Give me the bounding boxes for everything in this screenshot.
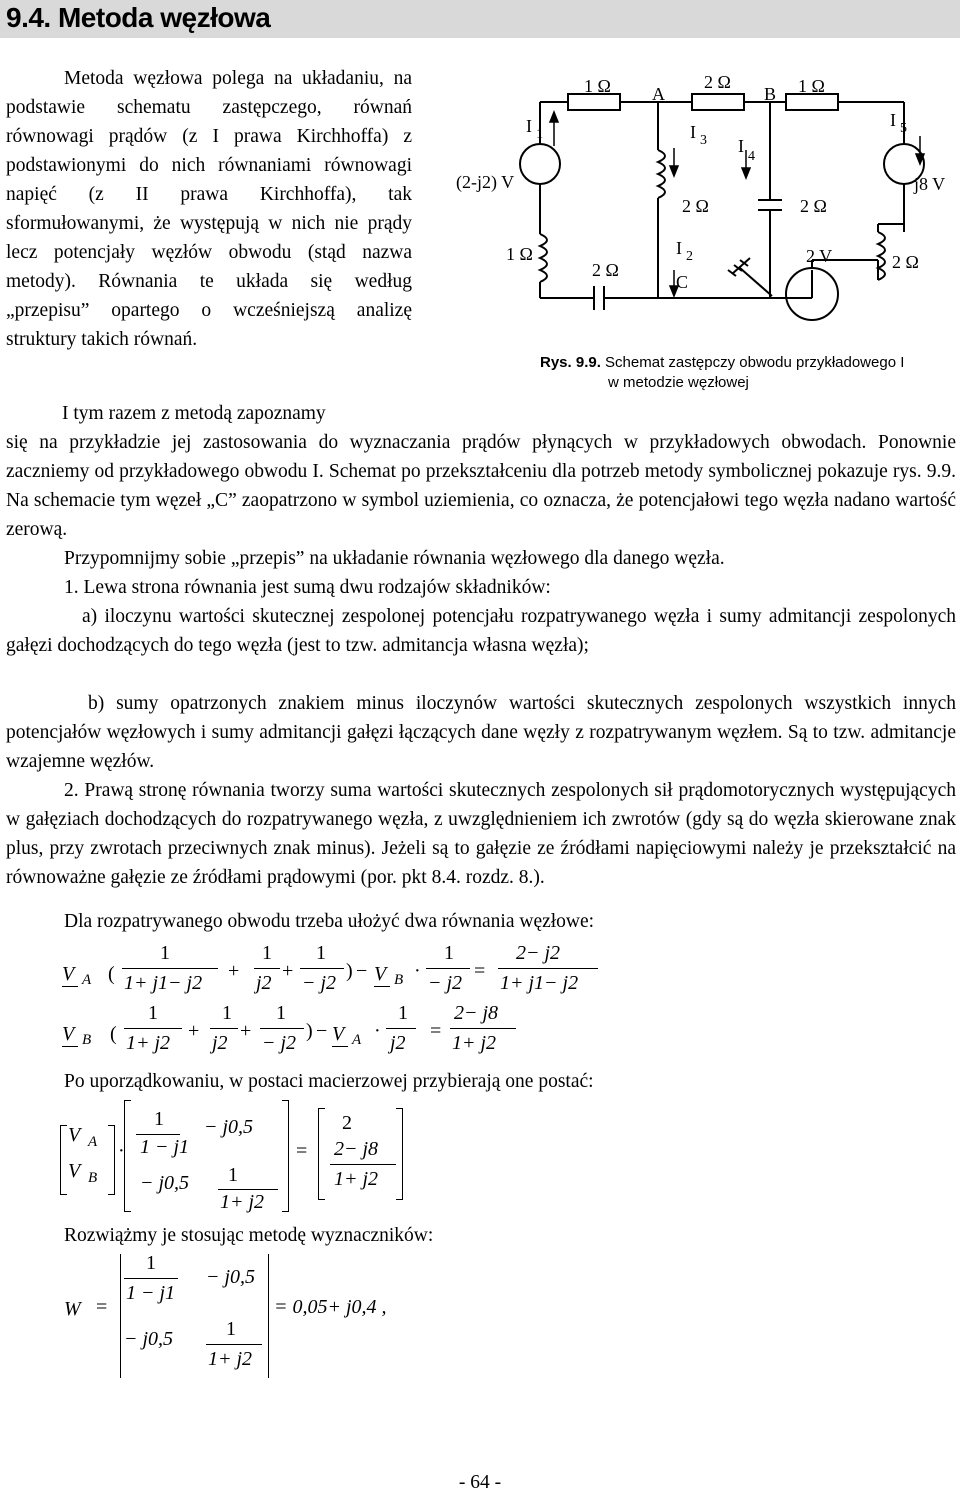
mat-m21: − j0,5 [140,1172,190,1194]
mat-b1: 2 [342,1112,352,1134]
mat-m22: 1+ j2 [220,1191,265,1213]
det-m11: 1 − j1 [126,1282,176,1304]
mat-n11: 1 [154,1108,164,1130]
label-v2: 2 V [806,246,833,266]
eq1-n2: 1 [262,942,272,964]
label-r1: 1 Ω [584,76,611,96]
eq2-n2: 1 [222,1002,232,1024]
page-number: - 64 - [458,1472,502,1493]
eq2-va: V [332,1023,345,1045]
paragraph-4b: b) sumy opatrzonych znakiem minus iloczynów wartości skutecznych zespolonych wszystkich innych potencjałów węzłowych i sumy admitancji gałęzi łączących dane węzły z rozpatrywanym węzłem. Są to tzw. admitancje wzajemne węzłów. [6,693,956,772]
label-l-right: 2 Ω [892,252,919,272]
mat-m11: 1 − j1 [140,1136,190,1158]
eq2-n1: 1 [148,1002,158,1024]
label-i3: I [690,122,696,142]
caption-line-2: w metodzie węzłowej [608,374,749,391]
eq2-rhs-den: 1+ j2 [452,1032,497,1054]
label-left-r: 1 Ω [506,244,533,264]
paragraph-4: 1. Lewa strona równania jest sumą dwu rodzajów składników: [64,577,551,598]
eq1-rhs-num: 2− j2 [516,942,561,964]
paragraph-2-start: I tym razem z metodą zapoznamy [62,403,326,424]
svg-text:2: 2 [686,249,693,264]
mat-vb-sub: B [88,1170,98,1186]
eq1-d3: − j2 [302,972,337,994]
label-node-a: A [652,84,665,104]
det-m12: − j0,5 [206,1266,256,1288]
label-i1: I [526,116,532,136]
det-m21: − j0,5 [124,1328,174,1350]
circuit-diagram [446,64,958,338]
mat-vb: V [68,1160,81,1182]
label-l-mid: 2 Ω [682,196,709,216]
paragraph-4a: a) iloczynu wartości skutecznej zespolonej potencjału rozpatrywanego węzła i sumy admitancji zespolonych gałęzi dochodzących do tego węzła (jest to tzw. admitancja własna węzła); [6,606,956,656]
mat-n22: 1 [228,1164,238,1186]
eq1-va: V [62,963,75,985]
mat-m12: − j0,5 [204,1116,254,1138]
det-result: = 0,05+ j0,4 , [274,1296,387,1318]
intro-paragraph: Metoda węzłowa polega na układaniu, na podstawie schematu zastępczego, równań równowagi prądów (z I prawa Kirchhoffa) z podstawionymi do nich równaniami równowagi napięć (z II prawa Kirchhoffa), tak sformułowanymi, że występują w nich nie prądy lecz potencjały węzłów obwodu (stąd nazwa metody). Równania te układa się według „przepisu” opartego o wcześniejszą analizę struktury takich równań. [6,68,412,350]
svg-text:5: 5 [900,121,907,136]
eq1-vb: V [374,963,387,985]
label-c-left: 2 Ω [592,260,619,280]
label-node-b: B [764,84,777,104]
eq1-n4: 1 [444,942,454,964]
label-r2: 2 Ω [704,72,731,92]
label-src2: j8 V [914,174,946,194]
label-src1: (2-j2) V [456,172,515,192]
paragraph-3: Przypomnijmy sobie „przepis” na układanie równania węzłowego dla danego węzła. [64,548,725,569]
eq2-vb: V [62,1023,75,1045]
paragraph-7: Po uporządkowaniu, w postaci macierzowej przybierają one postać: [64,1071,594,1092]
eq1-n1: 1 [160,942,170,964]
svg-text:1: 1 [536,127,543,142]
eq2-d1: 1+ j2 [126,1032,171,1054]
eq1-n3: 1 [316,942,326,964]
svg-text:4: 4 [748,149,755,164]
section-title: 9.4. Metoda węzłowa [6,2,271,33]
det-n22: 1 [226,1318,236,1340]
paragraph-2: się na przykładzie jej zastosowania do wyznaczania prądów płynących w przykładowych obwodach. Ponownie zaczniemy od przykładowego obwodu I. Schemat po przekształceniu dla potrzeb metody symbolicznej pokazuje rys. 9.9. Na schemacie tym węzeł „C” zaopatrzono w symbol uziemienia, co oznacza, że potencjałowi tego węzła nadano wartość zerową. [6,432,956,540]
det-w: W [64,1298,81,1320]
label-i5: I [890,110,896,130]
eq2-va-sub: A [352,1032,362,1048]
paragraph-8: Rozwiążmy je stosując metodę wyznaczników: [64,1225,434,1246]
label-r3: 1 Ω [798,76,825,96]
det-m22: 1+ j2 [208,1348,253,1370]
eq2-rhs-num: 2− j8 [454,1002,499,1024]
mat-b2-den: 1+ j2 [334,1168,379,1190]
eq1-vb-sub: B [394,972,404,988]
section-heading-bar [0,0,960,38]
paragraph-6: Dla rozpatrywanego obwodu trzeba ułożyć dwa równania węzłowe: [64,911,595,932]
eq1-d4: − j2 [428,972,463,994]
eq2-n4: 1 [398,1002,408,1024]
caption-label: Rys. 9.9. [540,354,601,371]
caption-line-1: Schemat zastępczy obwodu przykładowego I [605,354,905,371]
eq1-rhs-den: 1+ j1− j2 [500,972,579,994]
eq2-d3: − j2 [262,1032,297,1054]
eq2-n3: 1 [276,1002,286,1024]
svg-text:3: 3 [700,133,707,148]
mat-va-sub: A [88,1134,98,1150]
label-i4: I [738,136,744,156]
paragraph-5: 2. Prawą stronę równania tworzy suma wartości skutecznych zespolonych sił prądomotorycznych występujących w gałęziach dochodzących do rozpatrywanego węzła, z uwzględnieniem ich zwrotów (gdy są do węzła skierowane znak plus, przy zwrotach przeciwnych znak minus). Jeżeli są to gałęzie ze źródłami napięciowymi należy je przekształcić na równoważne gałęzie ze źródłami prądowymi (por. pkt 8.4. rozdz. 8.). [6,780,956,888]
mat-b2-num: 2− j8 [334,1138,379,1160]
label-node-c: C [676,272,689,292]
eq1-va-sub: A [82,972,92,988]
eq1-d2: j2 [256,972,272,994]
eq2-d4: j2 [390,1032,406,1054]
label-c-mid: 2 Ω [800,196,827,216]
eq2-d2: j2 [212,1032,228,1054]
det-n11: 1 [146,1252,156,1274]
eq2-vb-sub: B [82,1032,92,1048]
mat-va: V [68,1124,81,1146]
figure-caption [540,353,950,393]
eq1-d1: 1+ j1− j2 [124,972,203,994]
label-i2: I [676,238,682,258]
